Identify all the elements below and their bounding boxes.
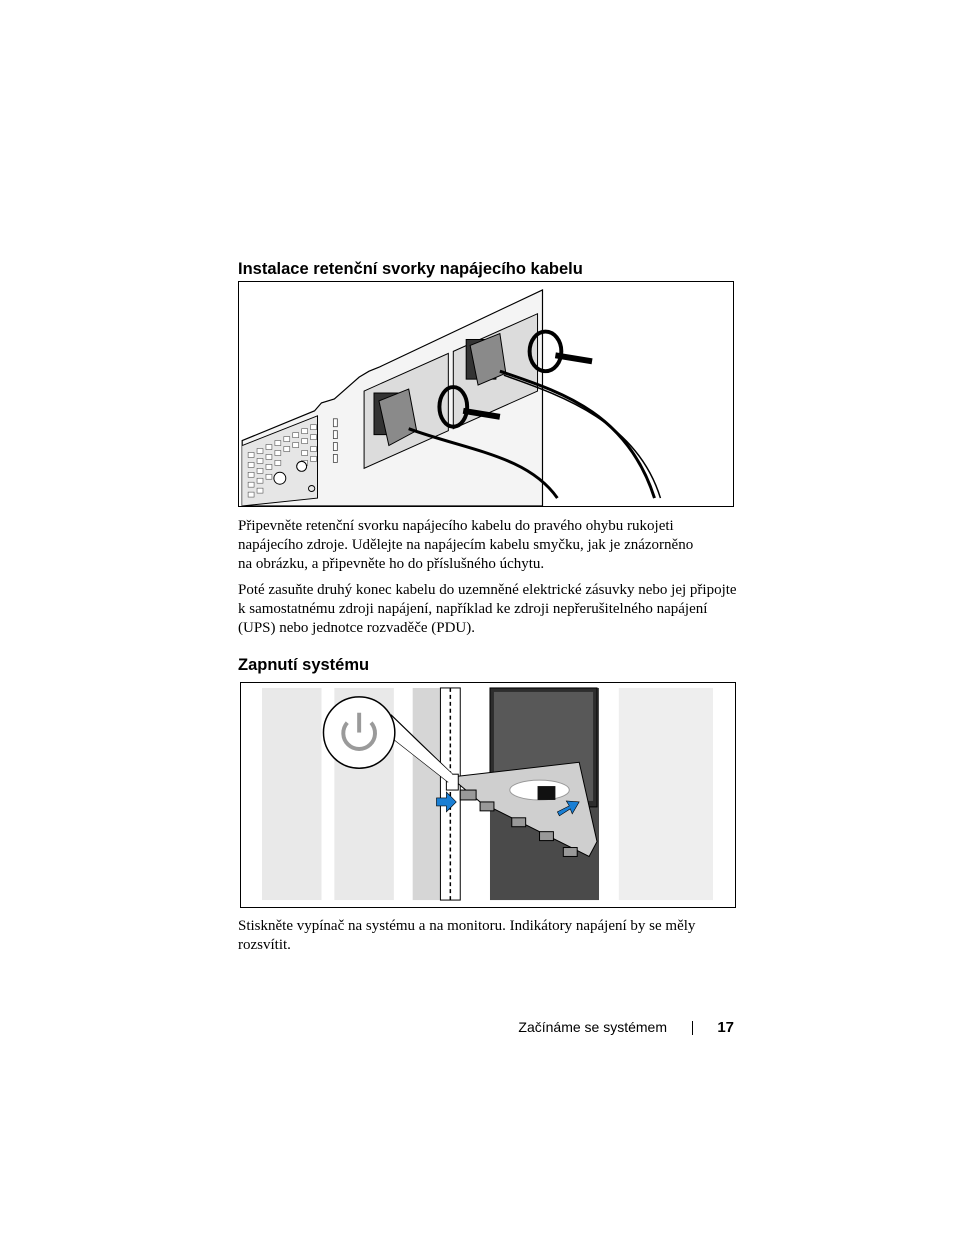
section-heading-power-cable-clip: Instalace retenční svorky napájecího kabelu [238,260,583,278]
figure-power-on-system [240,682,736,908]
section-heading-power-on: Zapnutí systému [238,656,370,674]
svg-text:⭘: ⭘ [307,484,316,496]
footer-page-number: 17 [717,1019,734,1036]
text-line: (UPS) nebo jednotce rozvaděče (PDU). [238,620,476,636]
text-line: Poté zasuňte druhý konec kabelu do uzemněné elektrické zásuvky nebo jej připojte [238,582,737,598]
figure-power-cable-clip [238,281,734,507]
footer-chapter-title: Začínáme se systémem [518,1019,667,1035]
paragraph-power-on-instructions [238,917,738,955]
power-cable-illustration [239,282,733,506]
paragraph-cable-clip-instructions [238,517,738,574]
paragraph-connect-outlet [238,581,738,638]
text-line: rozsvítit. [238,937,291,953]
text-line: Stiskněte vypínač na systému a na monitoru. Indikátory napájení by se měly [238,918,696,934]
power-on-illustration [241,683,735,907]
footer-separator [692,1021,693,1035]
text-line: k samostatnému zdroji napájení, například ke zdroji nepřerušitelného napájení [238,601,708,617]
text-line: napájecího zdroje. Udělejte na napájecím kabelu smyčku, jak je znázorněno [238,537,694,553]
text-line: na obrázku, a připevněte ho do příslušného úchytu. [238,556,545,572]
page-footer [0,1019,954,1039]
text-line: Připevněte retenční svorku napájecího kabelu do pravého ohybu rukojeti [238,518,674,534]
